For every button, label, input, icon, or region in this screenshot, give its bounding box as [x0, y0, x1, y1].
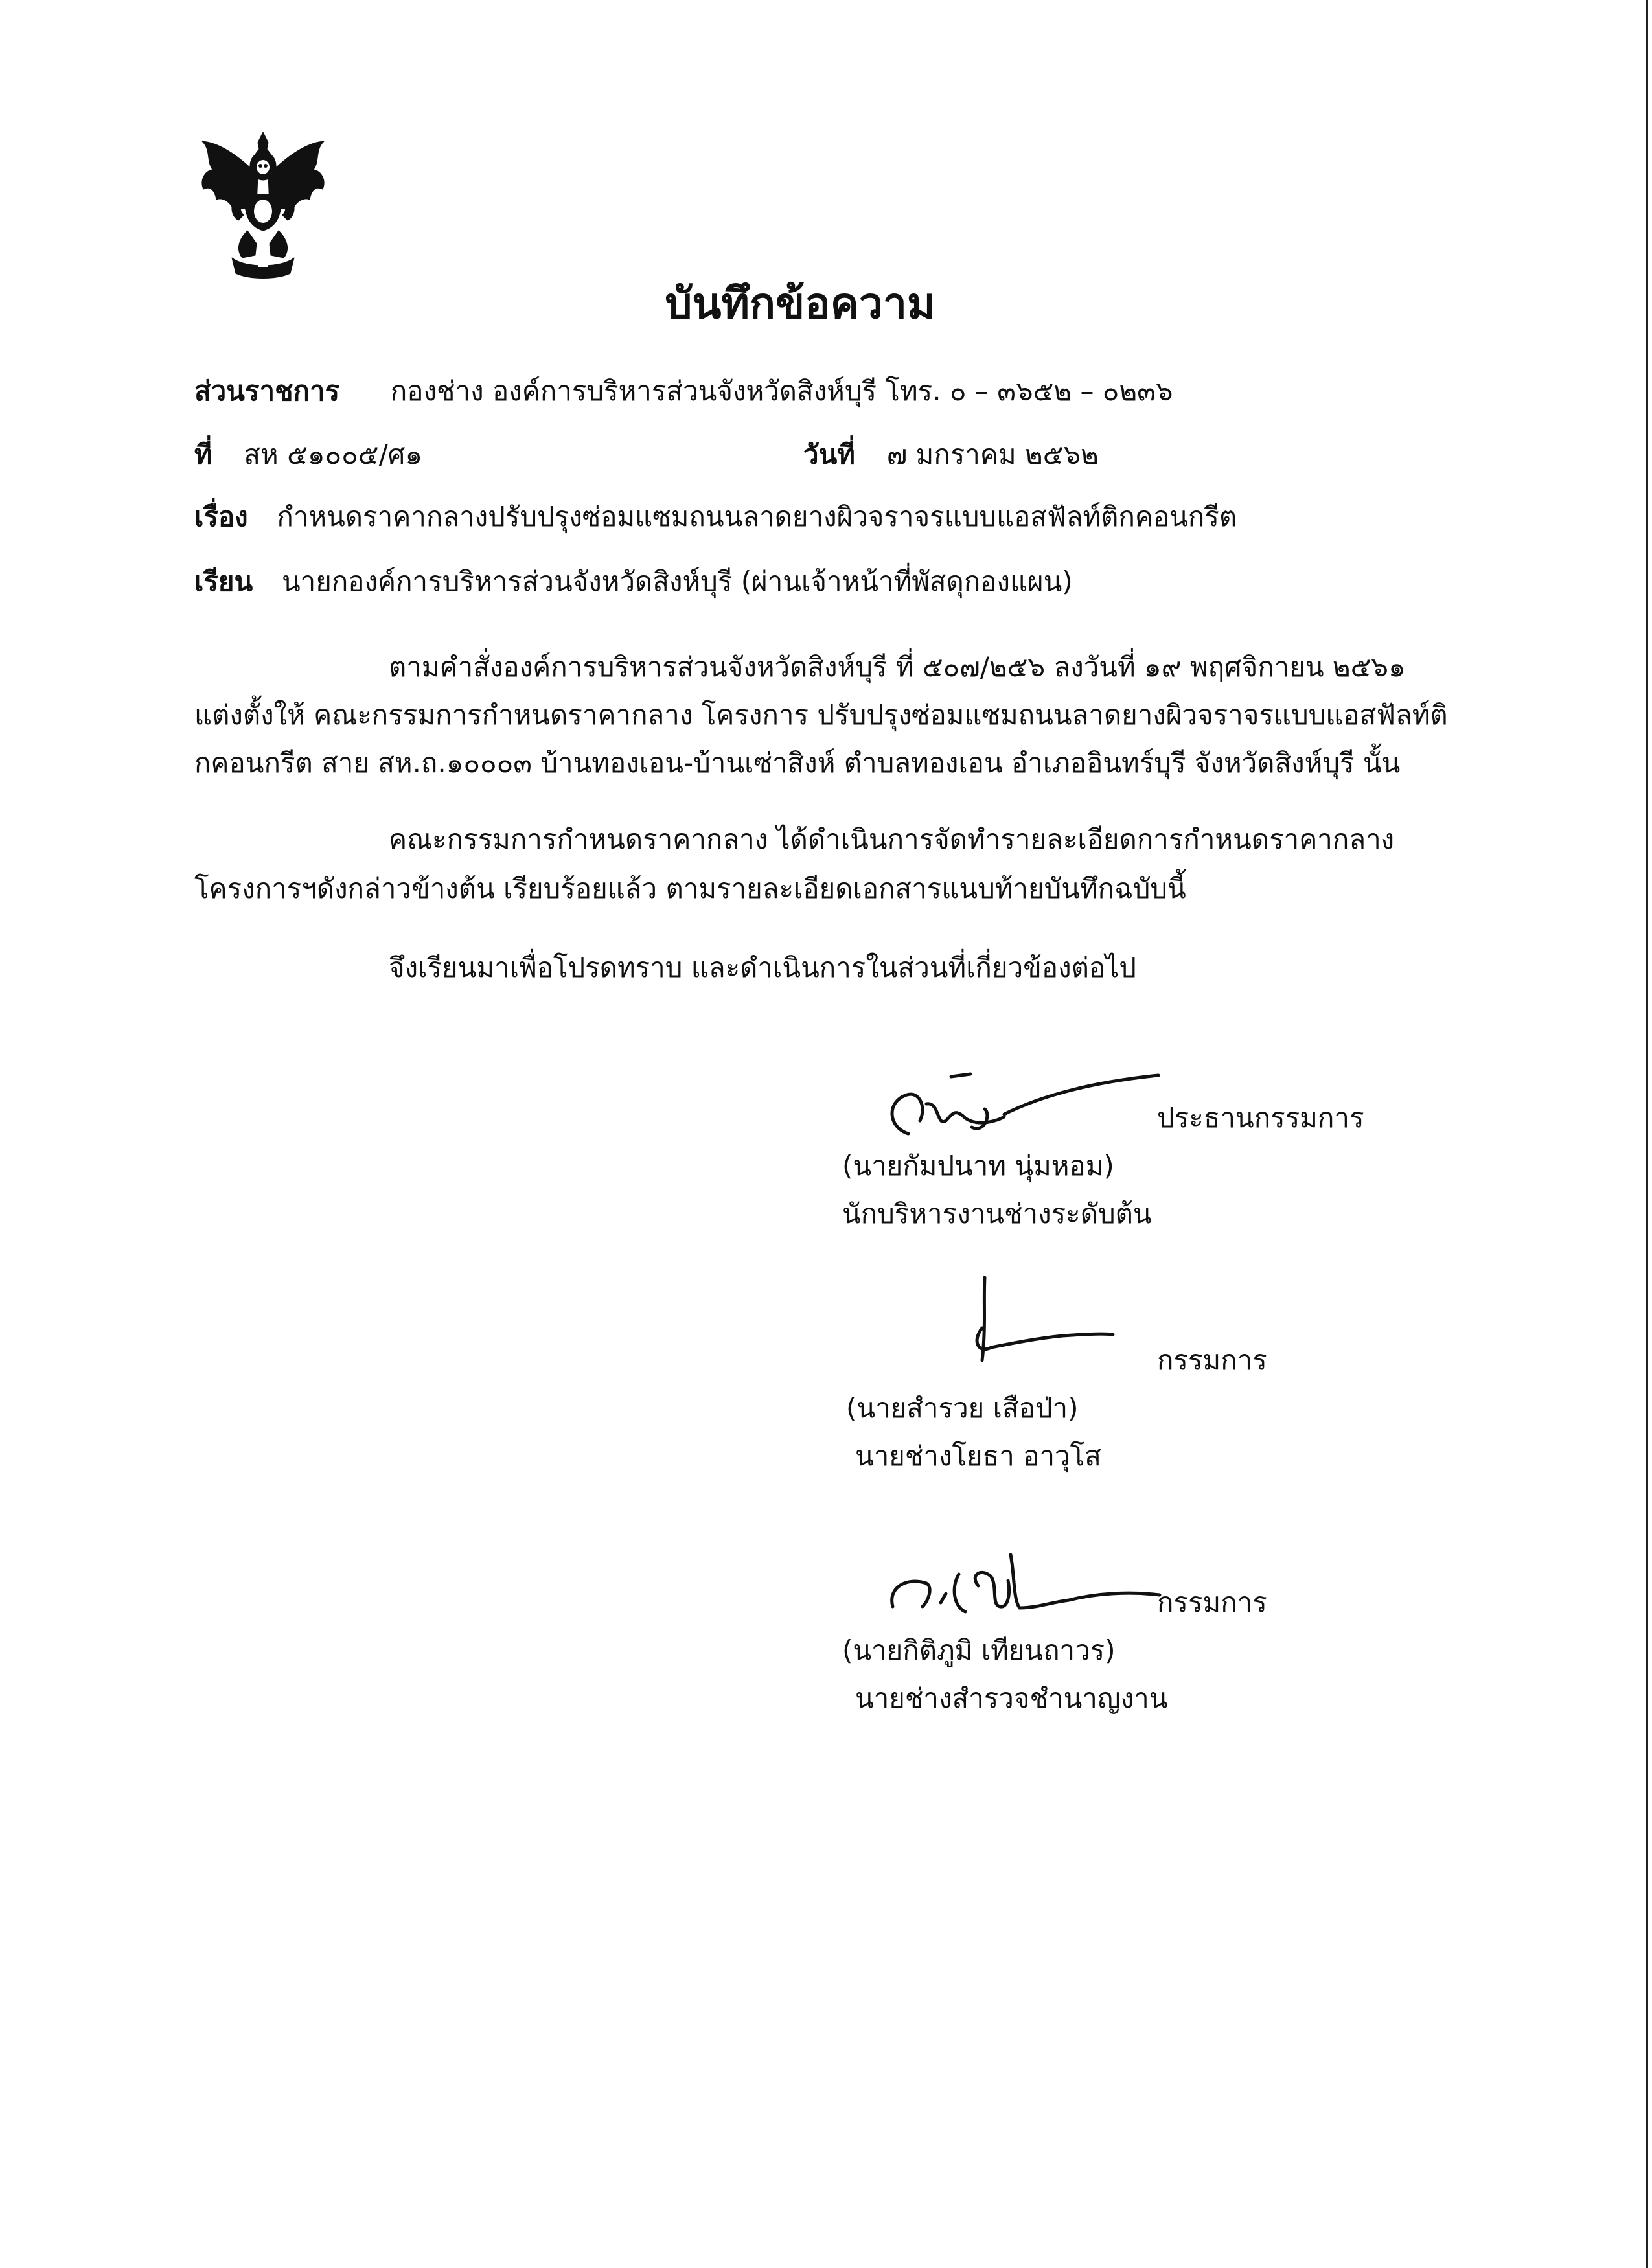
paragraph-3-closing: จึงเรียนมาเพื่อโปรดทราบ และดำเนินการในส่วนที่เกี่ยวข้องต่อไป: [389, 952, 1136, 983]
garuda-emblem-icon: [193, 130, 333, 280]
department-row: [194, 372, 1173, 411]
paragraph-1-line-3: กคอนกรีต สาย สห.ถ.๑๐๐๐๓ บ้านทองเอน-บ้านเซ่าสิงห์ ตำบลทองเอน อำเภออินทร์บุรี จังหวัดสิงห์บุรี นั้น: [194, 747, 1401, 779]
reference-label: ที่: [194, 439, 212, 470]
paragraph-2-line-2: โครงการฯดังกล่าวข้างต้น เรียบร้อยแล้ว ตามรายละเอียดเอกสารแนบท้ายบันทึกฉบับนี้: [194, 873, 1186, 904]
subject-row: [194, 498, 1237, 536]
date-label: วันที่: [803, 439, 855, 470]
paragraph-2-line-1: คณะกรรมการกำหนดราคากลาง ได้ดำเนินการจัดทำรายละเอียดการกำหนดราคากลาง: [389, 823, 1395, 855]
subject-label: เรื่อง: [194, 501, 248, 533]
handwritten-signature-2: [946, 1276, 1121, 1367]
date-value: ๗ มกราคม ๒๕๖๒: [886, 439, 1099, 470]
reference-number: สห ๕๑๐๐๕/ศ๑: [244, 439, 423, 470]
department-value: กองช่าง องค์การบริหารส่วนจังหวัดสิงห์บุรี โทร. ๐ – ๓๖๕๒ – ๐๒๓๖: [390, 375, 1173, 407]
subject-value: กำหนดราคากลางปรับปรุงซ่อมแซมถนนลาดยางผิวจราจรแบบแอสฟัลท์ติกคอนกรีต: [277, 501, 1237, 533]
reference-row: [194, 435, 422, 474]
signatory-2-name: (นายสำรวย เสือป่า): [846, 1392, 1079, 1424]
handwritten-signature-3: [881, 1535, 1166, 1620]
signatory-3-role: กรรมการ: [1157, 1586, 1267, 1618]
signatory-2-position: นายช่างโยธา อาวุโส: [855, 1440, 1101, 1472]
scan-edge-line: [1646, 0, 1648, 2268]
to-value: นายกองค์การบริหารส่วนจังหวัดสิงห์บุรี (ผ่านเจ้าหน้าที่พัสดุกองแผน): [281, 566, 1073, 597]
paragraph-1-line-1: ตามคำสั่งองค์การบริหารส่วนจังหวัดสิงห์บุรี ที่ ๕๐๗/๒๕๖ ลงวันที่ ๑๙ พฤศจิกายน ๒๕๖๑: [389, 651, 1406, 683]
signatory-1-role: ประธานกรรมการ: [1157, 1102, 1364, 1134]
handwritten-signature-1: [875, 1062, 1160, 1140]
to-row: [194, 562, 1073, 601]
memo-title: บันทึกข้อความ: [665, 279, 935, 328]
department-label: ส่วนราชการ: [194, 375, 340, 407]
signatory-3-position: นายช่างสำรวจชำนาญงาน: [855, 1682, 1168, 1714]
signatory-2-role: กรรมการ: [1157, 1344, 1267, 1376]
signatory-1-name: (นายกัมปนาท นุ่มหอม): [842, 1150, 1114, 1182]
signatory-1-position: นักบริหารงานช่างระดับต้น: [842, 1198, 1152, 1230]
paragraph-1-line-2: แต่งตั้งให้ คณะกรรมการกำหนดราคากลาง โครงการ ปรับปรุงซ่อมแซมถนนลาดยางผิวจราจรแบบแอสฟัลท์ติ: [194, 699, 1448, 731]
date-row: [803, 435, 1099, 474]
signatory-3-name: (นายกิติภูมิ เทียนถาวร): [842, 1634, 1116, 1666]
to-label: เรียน: [194, 566, 253, 597]
